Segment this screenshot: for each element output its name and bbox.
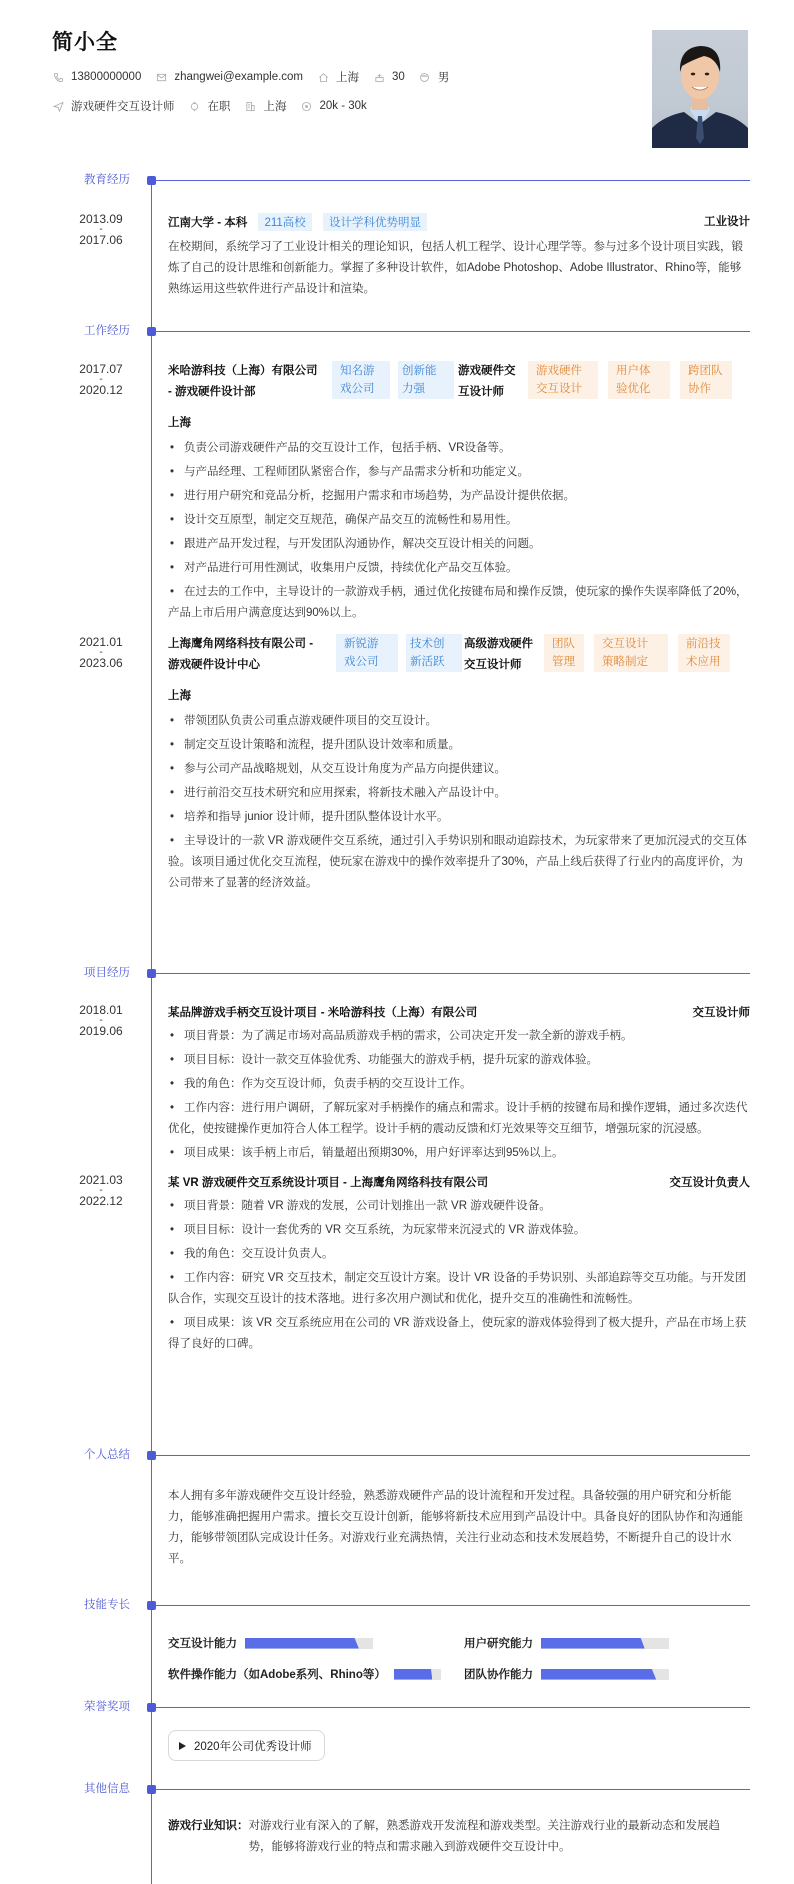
list-item: • 主导设计的一款 VR 游戏硬件交互系统，通过引入手势识别和眼动追踪技术，为玩家带来了更加沉浸式的交互体验。该项目通过优化交互流程，使玩家在游戏中的操作效率提升了30%，产品上线后获得了行业内的高度评价，为公司带来了显著的经济效益。	[168, 831, 750, 894]
skills-grid	[0, 1634, 794, 1683]
list-item: • 与产品经理、工程师团队紧密合作，参与产品需求分析和功能定义。	[168, 462, 750, 483]
skill-fill	[245, 1638, 359, 1649]
list-item: • 负责公司游戏硬件产品的交互设计工作，包括手柄、VR设备等。	[168, 438, 750, 459]
list-item: • 参与公司产品战略规划，从交互设计角度为产品方向提供建议。	[168, 759, 750, 780]
section-awards	[0, 1698, 794, 1761]
work-city-item	[245, 98, 287, 114]
section-header	[0, 171, 794, 191]
expected-salary: 20k - 30k	[319, 100, 367, 112]
summary-text: 本人拥有多年游戏硬件交互设计经验，熟悉游戏硬件产品的设计流程和开发过程。具备较强的用户研究和分析能力，能够准确把握用户需求。擅长交互设计创新，能够将新技术应用到产品设计中。具备良好的团队协作和沟通能力，能够带领团队完成设计任务。对游戏行业充满热情，关注行业动态和技术发展趋势，不断提升自己的设计水平。	[168, 1490, 743, 1565]
list-item: • 项目成果：该手柄上市后，销量超出预期30%，用户好评率达到95%以上。	[168, 1143, 750, 1164]
tag-line: 协作	[688, 383, 711, 395]
work-duties	[168, 438, 750, 624]
tag-line: 术应用	[686, 656, 721, 668]
date-start: 2018.01	[79, 1003, 123, 1017]
mail-icon	[155, 71, 167, 83]
date-separator: -	[99, 224, 103, 235]
other-info-row	[168, 1816, 750, 1858]
work-date	[60, 636, 142, 670]
tag-line: 技术创	[410, 638, 445, 650]
position-line: 游戏硬件交	[458, 365, 516, 377]
list-item: • 进行前沿交互技术研究和应用探索，将新技术融入产品设计中。	[168, 783, 750, 804]
tag-line: 管理	[552, 656, 575, 668]
profile-photo	[652, 30, 748, 148]
work-duties	[168, 711, 750, 894]
section-projects	[0, 964, 794, 1358]
skill-item	[168, 1634, 464, 1652]
date-end: 2023.06	[79, 656, 123, 670]
project-details	[168, 1026, 750, 1164]
list-item: • 制定交互设计策略和流程，提升团队设计效率和质量。	[168, 735, 750, 756]
work-city: 上海	[263, 101, 287, 113]
position-title	[454, 361, 528, 403]
date-separator: -	[99, 1185, 103, 1196]
list-item: • 工作内容：进行用户调研，了解玩家对手柄操作的痛点和需求。设计手柄的按键布局和操作逻辑，通过多次迭代优化，使按键操作更加符合人体工程学。设计手柄的震动反馈和灯光效果等交互细节，增强玩家的沉浸感。	[168, 1098, 750, 1140]
skill-label: 用户研究能力	[464, 1638, 533, 1650]
gender: 男	[437, 72, 450, 84]
date-start: 2017.07	[79, 362, 123, 376]
awards-list	[0, 1730, 794, 1761]
work-header	[168, 634, 750, 676]
text-line: 势，能够将游戏行业的特点和需求融入到游戏硬件交互设计中。	[248, 1841, 571, 1853]
tag-line: 跨团队	[688, 365, 723, 377]
section-divider	[155, 1605, 750, 1606]
work-location: 上海	[168, 690, 191, 702]
section-skills	[0, 1596, 794, 1683]
position-line: 交互设计师	[464, 659, 522, 671]
status-item	[189, 98, 231, 114]
education-description: 在校期间，系统学习了工业设计相关的理论知识，包括人机工程学、设计心理学等。参与过多个设计项目实践，锻炼了自己的设计思维和创新能力。掌握了多种设计软件，如Adobe Photoshop、Adobe Illustrator、Rhino等，能够熟练运用这些软件进行产品设计和渲染。	[168, 241, 743, 295]
skill-label: 团队协作能力	[464, 1669, 533, 1681]
city: 上海	[336, 72, 360, 84]
project-title: 某品牌游戏手柄交互设计项目 - 米哈游科技（上海）有限公司	[168, 1007, 478, 1019]
project-header	[168, 1004, 750, 1020]
project-role: 交互设计师	[692, 1007, 750, 1019]
skill-tag	[678, 634, 730, 672]
phone-number: 13800000000	[71, 71, 142, 83]
tag-line: 团队	[552, 638, 575, 650]
other-info-label: 游戏行业知识：	[168, 1820, 249, 1832]
resume-header	[0, 0, 794, 160]
date-start: 2021.03	[79, 1173, 123, 1187]
text-line: 对游戏行业有深入的了解，熟悉游戏开发流程和游戏类型。关注游戏行业的最新动态和发展趋	[248, 1820, 720, 1832]
section-other	[0, 1780, 794, 1858]
tag-line: 策略制定	[602, 656, 648, 668]
skill-tag	[608, 361, 670, 399]
section-divider	[155, 973, 750, 974]
project-entry	[0, 1174, 794, 1355]
summary-entry	[0, 1486, 794, 1570]
date-start: 2021.01	[79, 635, 123, 649]
list-item: • 带领团队负责公司重点游戏硬件项目的交互设计。	[168, 711, 750, 732]
section-title: 技能专长	[84, 1599, 130, 1611]
section-header	[0, 1780, 794, 1800]
section-title: 教育经历	[84, 174, 130, 186]
project-details	[168, 1196, 750, 1355]
major: 工业设计	[704, 216, 750, 228]
phone-item	[52, 71, 141, 83]
tag-line: 交互设计	[536, 383, 582, 395]
skill-item	[464, 1665, 669, 1683]
company-tag	[406, 634, 462, 672]
list-item: • 培养和指导 junior 设计师，提升团队整体设计水平。	[168, 807, 750, 828]
project-header	[168, 1174, 750, 1190]
work-entry	[0, 634, 794, 894]
skill-fill	[394, 1669, 433, 1680]
date-start: 2013.09	[79, 212, 123, 226]
school-group	[168, 213, 427, 231]
tag-line: 知名游	[340, 365, 375, 377]
list-item: • 项目背景：随着 VR 游戏的发展，公司计划推出一款 VR 游戏硬件设备。	[168, 1196, 750, 1217]
company-tag	[398, 361, 454, 399]
work-location: 上海	[168, 417, 191, 429]
gender-icon	[419, 71, 431, 83]
phone-icon	[52, 71, 64, 83]
school-name: 江南大学 - 本科	[168, 217, 248, 229]
employment-status: 在职	[207, 101, 231, 113]
company-name	[168, 361, 332, 403]
list-item: • 跟进产品开发过程，与开发团队沟通协作，解决交互设计相关的问题。	[168, 534, 750, 555]
award-item	[168, 1730, 325, 1761]
skill-tag	[594, 634, 668, 672]
list-item: • 对产品进行可用性测试，收集用户反馈，持续优化产品交互体验。	[168, 558, 750, 579]
skill-bar	[541, 1669, 669, 1680]
tag-line: 新锐游	[344, 638, 379, 650]
city-item	[317, 69, 359, 85]
section-divider	[155, 180, 750, 181]
list-item: • 我的角色：交互设计负责人。	[168, 1244, 750, 1265]
home-icon	[317, 71, 329, 83]
job-title-item	[52, 98, 175, 114]
section-header	[0, 964, 794, 984]
tag-line: 力强	[402, 383, 425, 395]
project-entry	[0, 1004, 794, 1164]
date-end: 2017.06	[79, 233, 123, 247]
date-end: 2020.12	[79, 383, 123, 397]
skills-row	[168, 1634, 750, 1652]
section-divider	[155, 331, 750, 332]
company-line: 米哈游科技（上海）有限公司	[168, 365, 318, 377]
tag-line: 新活跃	[410, 656, 445, 668]
date-separator: -	[99, 647, 103, 658]
other-info-text	[249, 1816, 721, 1858]
date-end: 2022.12	[79, 1194, 123, 1208]
position-line: 互设计师	[458, 386, 504, 398]
skill-tag	[680, 361, 732, 399]
send-icon	[52, 100, 64, 112]
skill-tag	[528, 361, 598, 399]
tag-line: 戏公司	[340, 383, 375, 395]
skill-tag	[544, 634, 584, 672]
tag-line: 交互设计	[602, 638, 648, 650]
project-date	[60, 1174, 142, 1208]
skill-bar	[541, 1638, 669, 1649]
project-title: 某 VR 游戏硬件交互系统设计项目 - 上海鹰角网络科技有限公司	[168, 1177, 489, 1189]
department-line: 游戏硬件设计中心	[168, 659, 260, 671]
section-divider	[155, 1789, 750, 1790]
section-title: 个人总结	[84, 1449, 130, 1461]
age: 30	[392, 71, 405, 83]
section-title: 工作经历	[84, 325, 130, 337]
age-item	[373, 71, 405, 83]
section-title: 项目经历	[84, 967, 130, 979]
section-header	[0, 1446, 794, 1466]
list-item: • 进行用户研究和竞品分析，挖掘用户需求和市场趋势，为产品设计提供依据。	[168, 486, 750, 507]
award-label: 2020年公司优秀设计师	[194, 1740, 312, 1753]
building-icon	[245, 100, 257, 112]
school-tag: 211高校	[258, 213, 311, 231]
section-title: 荣誉奖项	[84, 1701, 130, 1713]
list-item: • 项目背景：为了满足市场对高品质游戏手柄的需求，公司决定开发一款全新的游戏手柄。	[168, 1026, 750, 1047]
candidate-name: 简小全	[52, 31, 118, 54]
company-name	[168, 634, 336, 676]
work-date	[60, 363, 142, 397]
other-info-item	[0, 1816, 794, 1858]
skill-fill	[541, 1638, 645, 1649]
education-date	[60, 213, 142, 247]
list-item: • 设计交互原型，制定交互规范，确保产品交互的流畅性和易用性。	[168, 510, 750, 531]
skill-label: 软件操作能力（如Adobe系列、Rhino等）	[168, 1669, 386, 1681]
company-line: 上海鹰角网络科技有限公司 -	[168, 638, 314, 650]
section-header	[0, 1596, 794, 1616]
email-address: zhangwei@example.com	[174, 71, 304, 83]
position-title	[462, 634, 544, 676]
position-line: 高级游戏硬件	[464, 638, 533, 650]
date-separator: -	[99, 374, 103, 385]
project-role: 交互设计负责人	[669, 1177, 750, 1189]
section-divider	[155, 1455, 750, 1456]
date-separator: -	[99, 1015, 103, 1026]
section-header	[0, 322, 794, 342]
salary-item	[301, 100, 367, 112]
list-item: • 工作内容：研究 VR 交互技术，制定交互设计方案。设计 VR 设备的手势识别、头部追踪等交互功能。与开发团队合作，实现交互设计的技术落地。进行多次用户测试和优化，提升交互的准确性和流畅性。	[168, 1268, 750, 1310]
section-summary	[0, 1446, 794, 1570]
skill-label: 交互设计能力	[168, 1638, 237, 1650]
age-icon	[373, 71, 385, 83]
education-header	[168, 213, 750, 231]
work-entry	[0, 361, 794, 624]
section-header	[0, 1698, 794, 1718]
list-item: • 在过去的工作中，主导设计的一款游戏手柄，通过优化按键布局和操作反馈，使玩家的操作失误率降低了20%，产品上市后用户满意度达到90%以上。	[168, 582, 750, 624]
skill-item	[464, 1634, 669, 1652]
work-header	[168, 361, 750, 403]
play-triangle-icon	[179, 1742, 186, 1750]
project-date	[60, 1004, 142, 1038]
school-tag: 设计学科优势明显	[323, 213, 427, 231]
list-item: • 项目目标：设计一款交互体验优秀、功能强大的游戏手柄，提升玩家的游戏体验。	[168, 1050, 750, 1071]
section-education	[0, 171, 794, 300]
skill-bar	[394, 1669, 441, 1680]
salary-icon	[301, 100, 313, 112]
tag-line: 创新能	[402, 365, 437, 377]
date-end: 2019.06	[79, 1024, 123, 1038]
list-item: • 项目成果：该 VR 交互系统应用在公司的 VR 游戏设备上，使玩家的游戏体验得到了极大提升，产品在市场上获得了良好的口碑。	[168, 1313, 750, 1355]
section-work	[0, 322, 794, 897]
skill-fill	[541, 1669, 656, 1680]
tag-line: 游戏硬件	[536, 365, 582, 377]
gender-item	[419, 69, 450, 85]
company-tag	[336, 634, 398, 672]
tag-line: 用户体	[616, 365, 651, 377]
skill-bar	[245, 1638, 373, 1649]
skills-row	[168, 1665, 750, 1683]
tag-line: 戏公司	[344, 656, 379, 668]
tag-line: 前沿技	[686, 638, 721, 650]
tag-line: 验优化	[616, 383, 651, 395]
skill-item	[168, 1665, 464, 1683]
department-line: - 游戏硬件设计部	[168, 386, 256, 398]
section-divider	[155, 1707, 750, 1708]
education-entry	[0, 213, 794, 300]
status-icon	[189, 100, 201, 112]
list-item: • 我的角色：作为交互设计师，负责手柄的交互设计工作。	[168, 1074, 750, 1095]
email-item	[155, 71, 303, 83]
company-tag	[332, 361, 390, 399]
list-item: • 项目目标：设计一套优秀的 VR 交互系统，为玩家带来沉浸式的 VR 游戏体验。	[168, 1220, 750, 1241]
section-title: 其他信息	[84, 1783, 130, 1795]
job-title: 游戏硬件交互设计师	[71, 101, 175, 113]
